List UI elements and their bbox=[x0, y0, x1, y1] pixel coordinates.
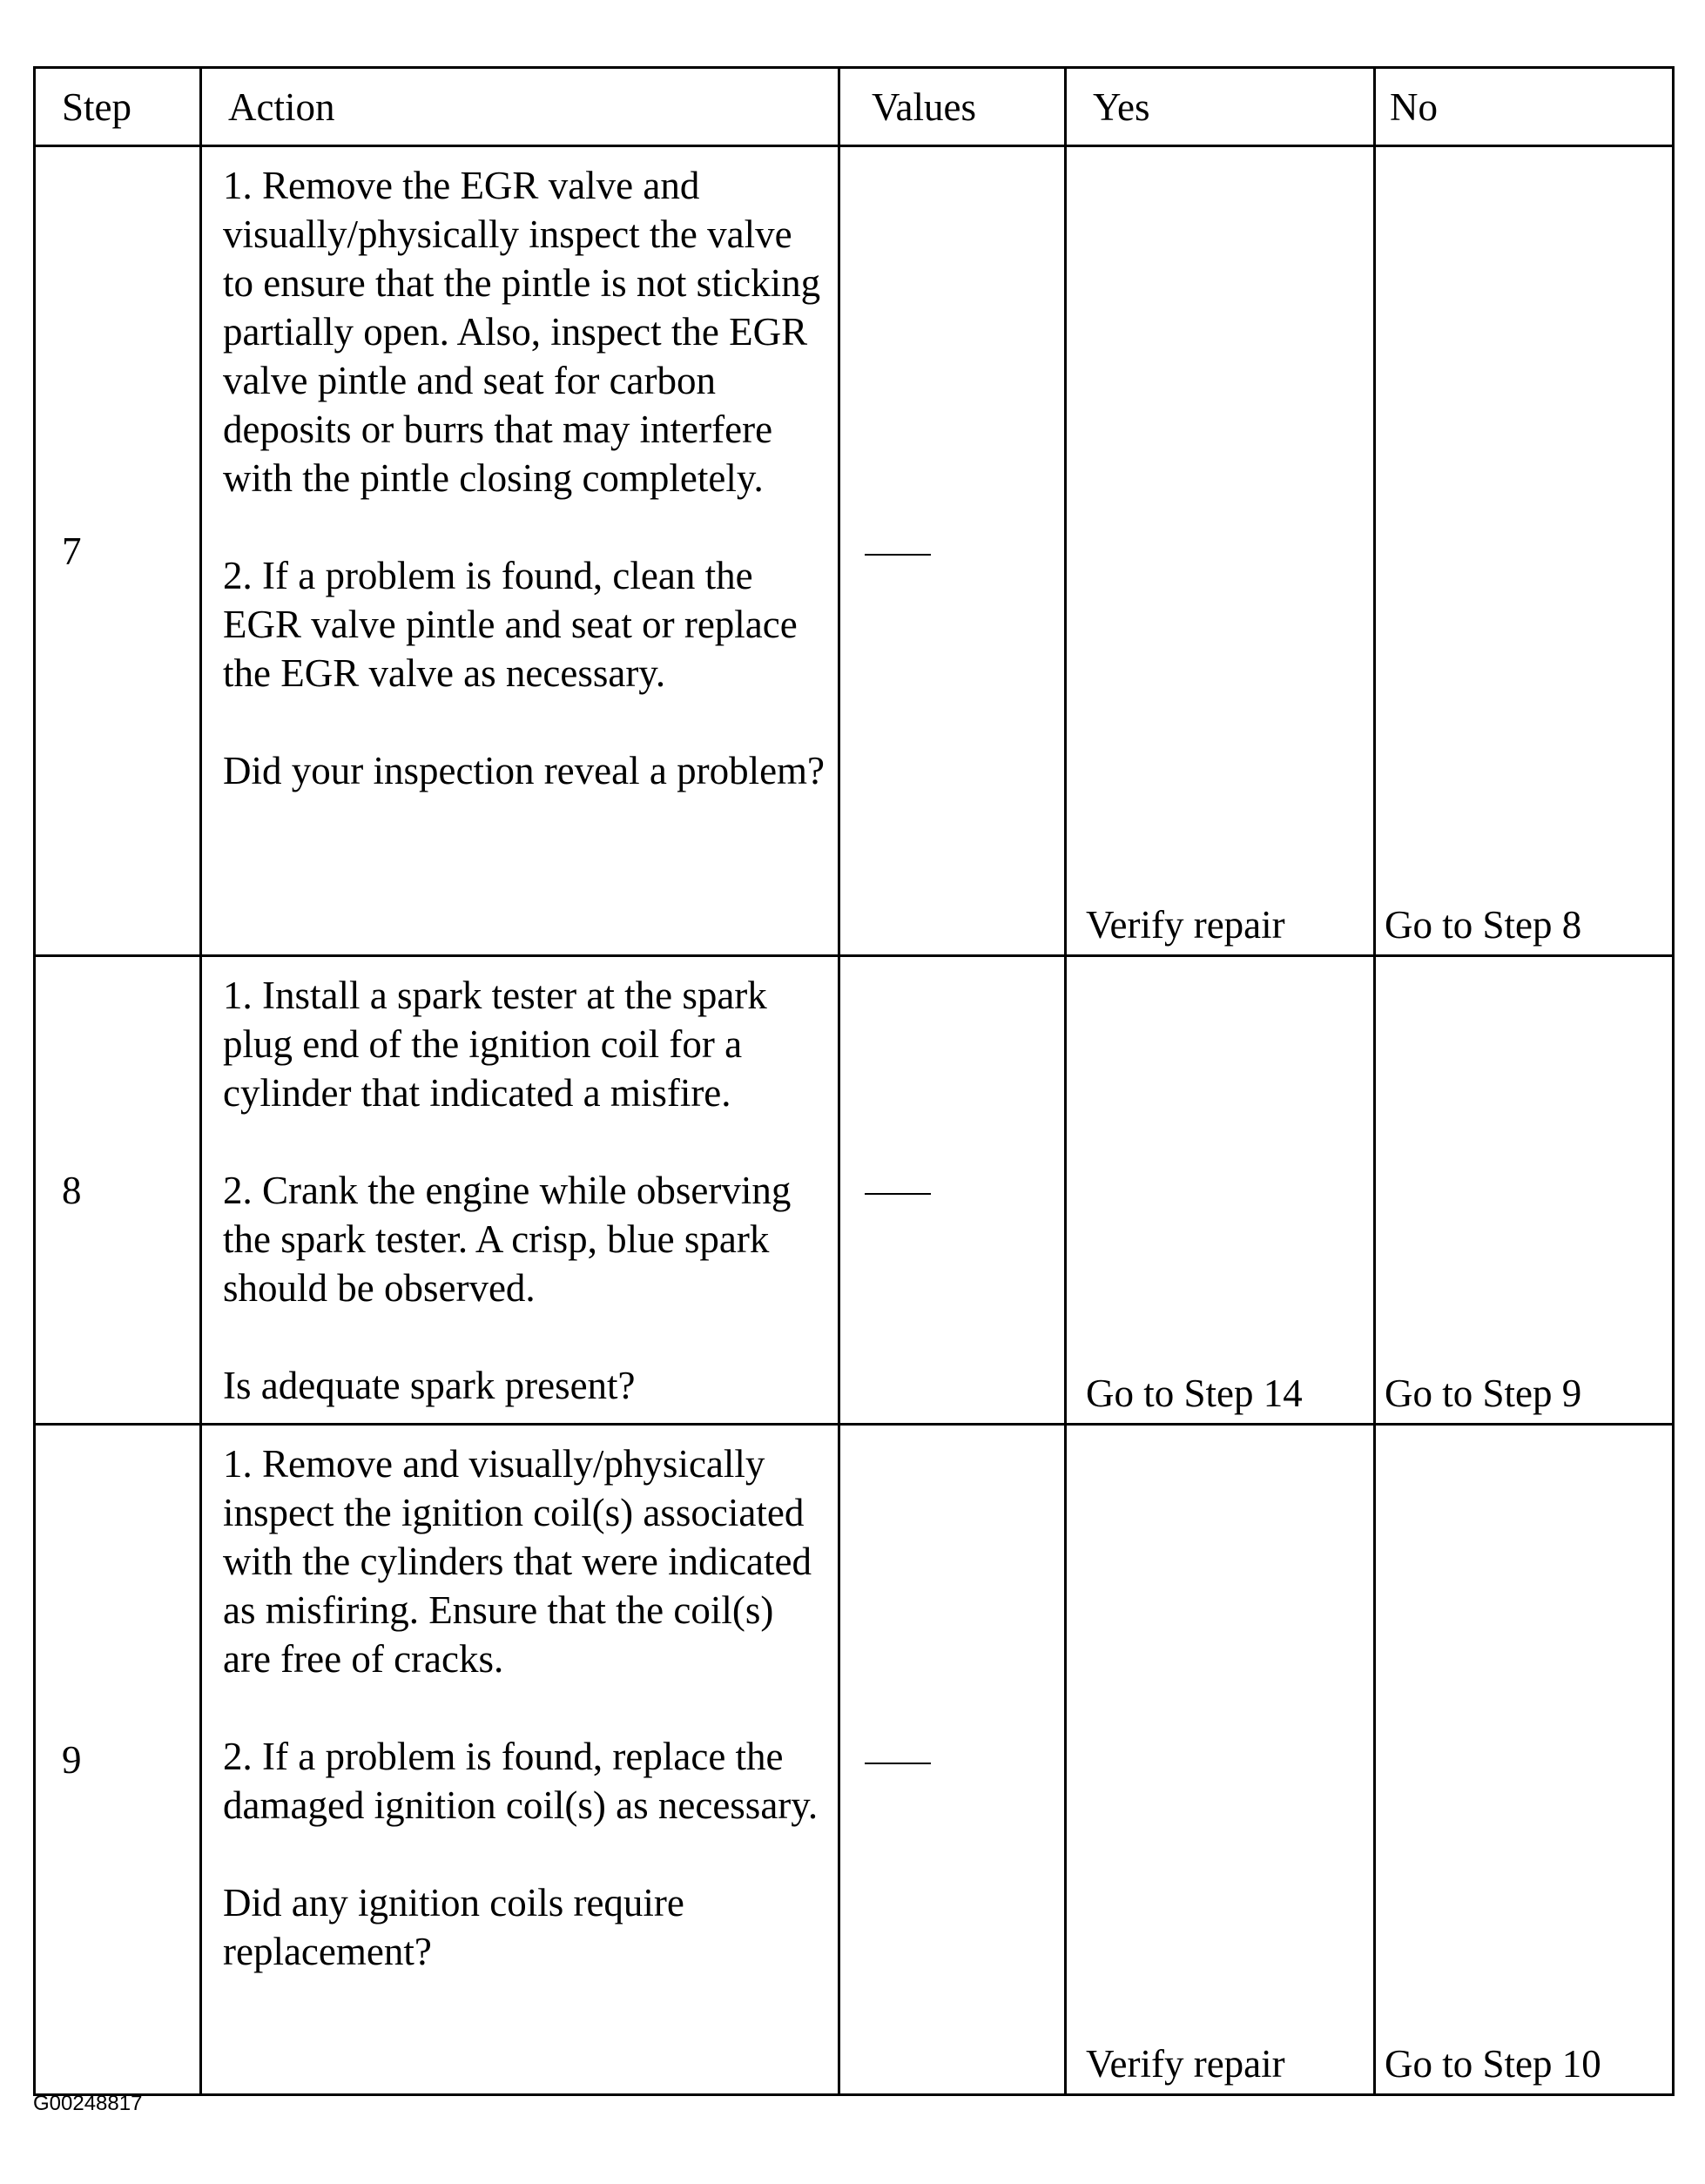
step-number: 9 bbox=[35, 1425, 201, 2095]
table-row bbox=[35, 146, 1674, 956]
action-question: Did your inspection reveal a problem? bbox=[223, 749, 826, 792]
yes-result: Go to Step 14 bbox=[1066, 956, 1375, 1425]
action-paragraph: 2. If a problem is found, replace the damaged ignition coil(s) as necessary. bbox=[223, 1735, 819, 1827]
table-row bbox=[35, 956, 1674, 1425]
action-question: Did any ignition coils require replacement? bbox=[223, 1881, 684, 1973]
no-result: Go to Step 9 bbox=[1375, 956, 1674, 1425]
action-cell bbox=[201, 1425, 839, 2095]
values-cell bbox=[839, 956, 1066, 1425]
action-paragraph: 2. Crank the engine while observing the spark tester. A crisp, blue spark should be observed. bbox=[223, 1169, 792, 1310]
header-no: No bbox=[1375, 68, 1674, 146]
yes-result: Verify repair bbox=[1066, 146, 1375, 956]
header-action: Action bbox=[201, 68, 839, 146]
step-number: 8 bbox=[35, 956, 201, 1425]
header-step: Step bbox=[35, 68, 201, 146]
action-paragraph: 1. Install a spark tester at the spark plug end of the ignition coil for a cylinder that indicated a misfire. bbox=[223, 974, 767, 1115]
yes-result: Verify repair bbox=[1066, 1425, 1375, 2095]
no-value-dash bbox=[865, 554, 931, 556]
no-value-dash bbox=[865, 1763, 931, 1764]
no-result: Go to Step 8 bbox=[1375, 146, 1674, 956]
action-cell bbox=[201, 146, 839, 956]
step-number: 7 bbox=[35, 146, 201, 956]
action-paragraph: 1. Remove and visually/physically inspect the ignition coil(s) associated with the cylinders that were indicated as misfiring. Ensure that the coil(s) are free of cracks. bbox=[223, 1442, 812, 1681]
diagnostic-table bbox=[33, 66, 1675, 2096]
action-cell bbox=[201, 956, 839, 1425]
no-value-dash bbox=[865, 1193, 931, 1195]
table-row bbox=[35, 1425, 1674, 2095]
action-question: Is adequate spark present? bbox=[223, 1364, 636, 1407]
header-values: Values bbox=[839, 68, 1066, 146]
no-result: Go to Step 10 bbox=[1375, 1425, 1674, 2095]
header-yes: Yes bbox=[1066, 68, 1375, 146]
document-id: G00248817 bbox=[33, 2092, 143, 2115]
action-paragraph: 1. Remove the EGR valve and visually/physically inspect the valve to ensure that the pintle is not sticking partially open. Also, inspect the EGR valve pintle and seat for carbon deposits or burrs that may interfere with the pintle closing completely. bbox=[223, 164, 821, 500]
values-cell bbox=[839, 1425, 1066, 2095]
table-header-row bbox=[35, 68, 1674, 146]
action-paragraph: 2. If a problem is found, clean the EGR valve pintle and seat or replace the EGR valve as necessary. bbox=[223, 554, 798, 695]
values-cell bbox=[839, 146, 1066, 956]
